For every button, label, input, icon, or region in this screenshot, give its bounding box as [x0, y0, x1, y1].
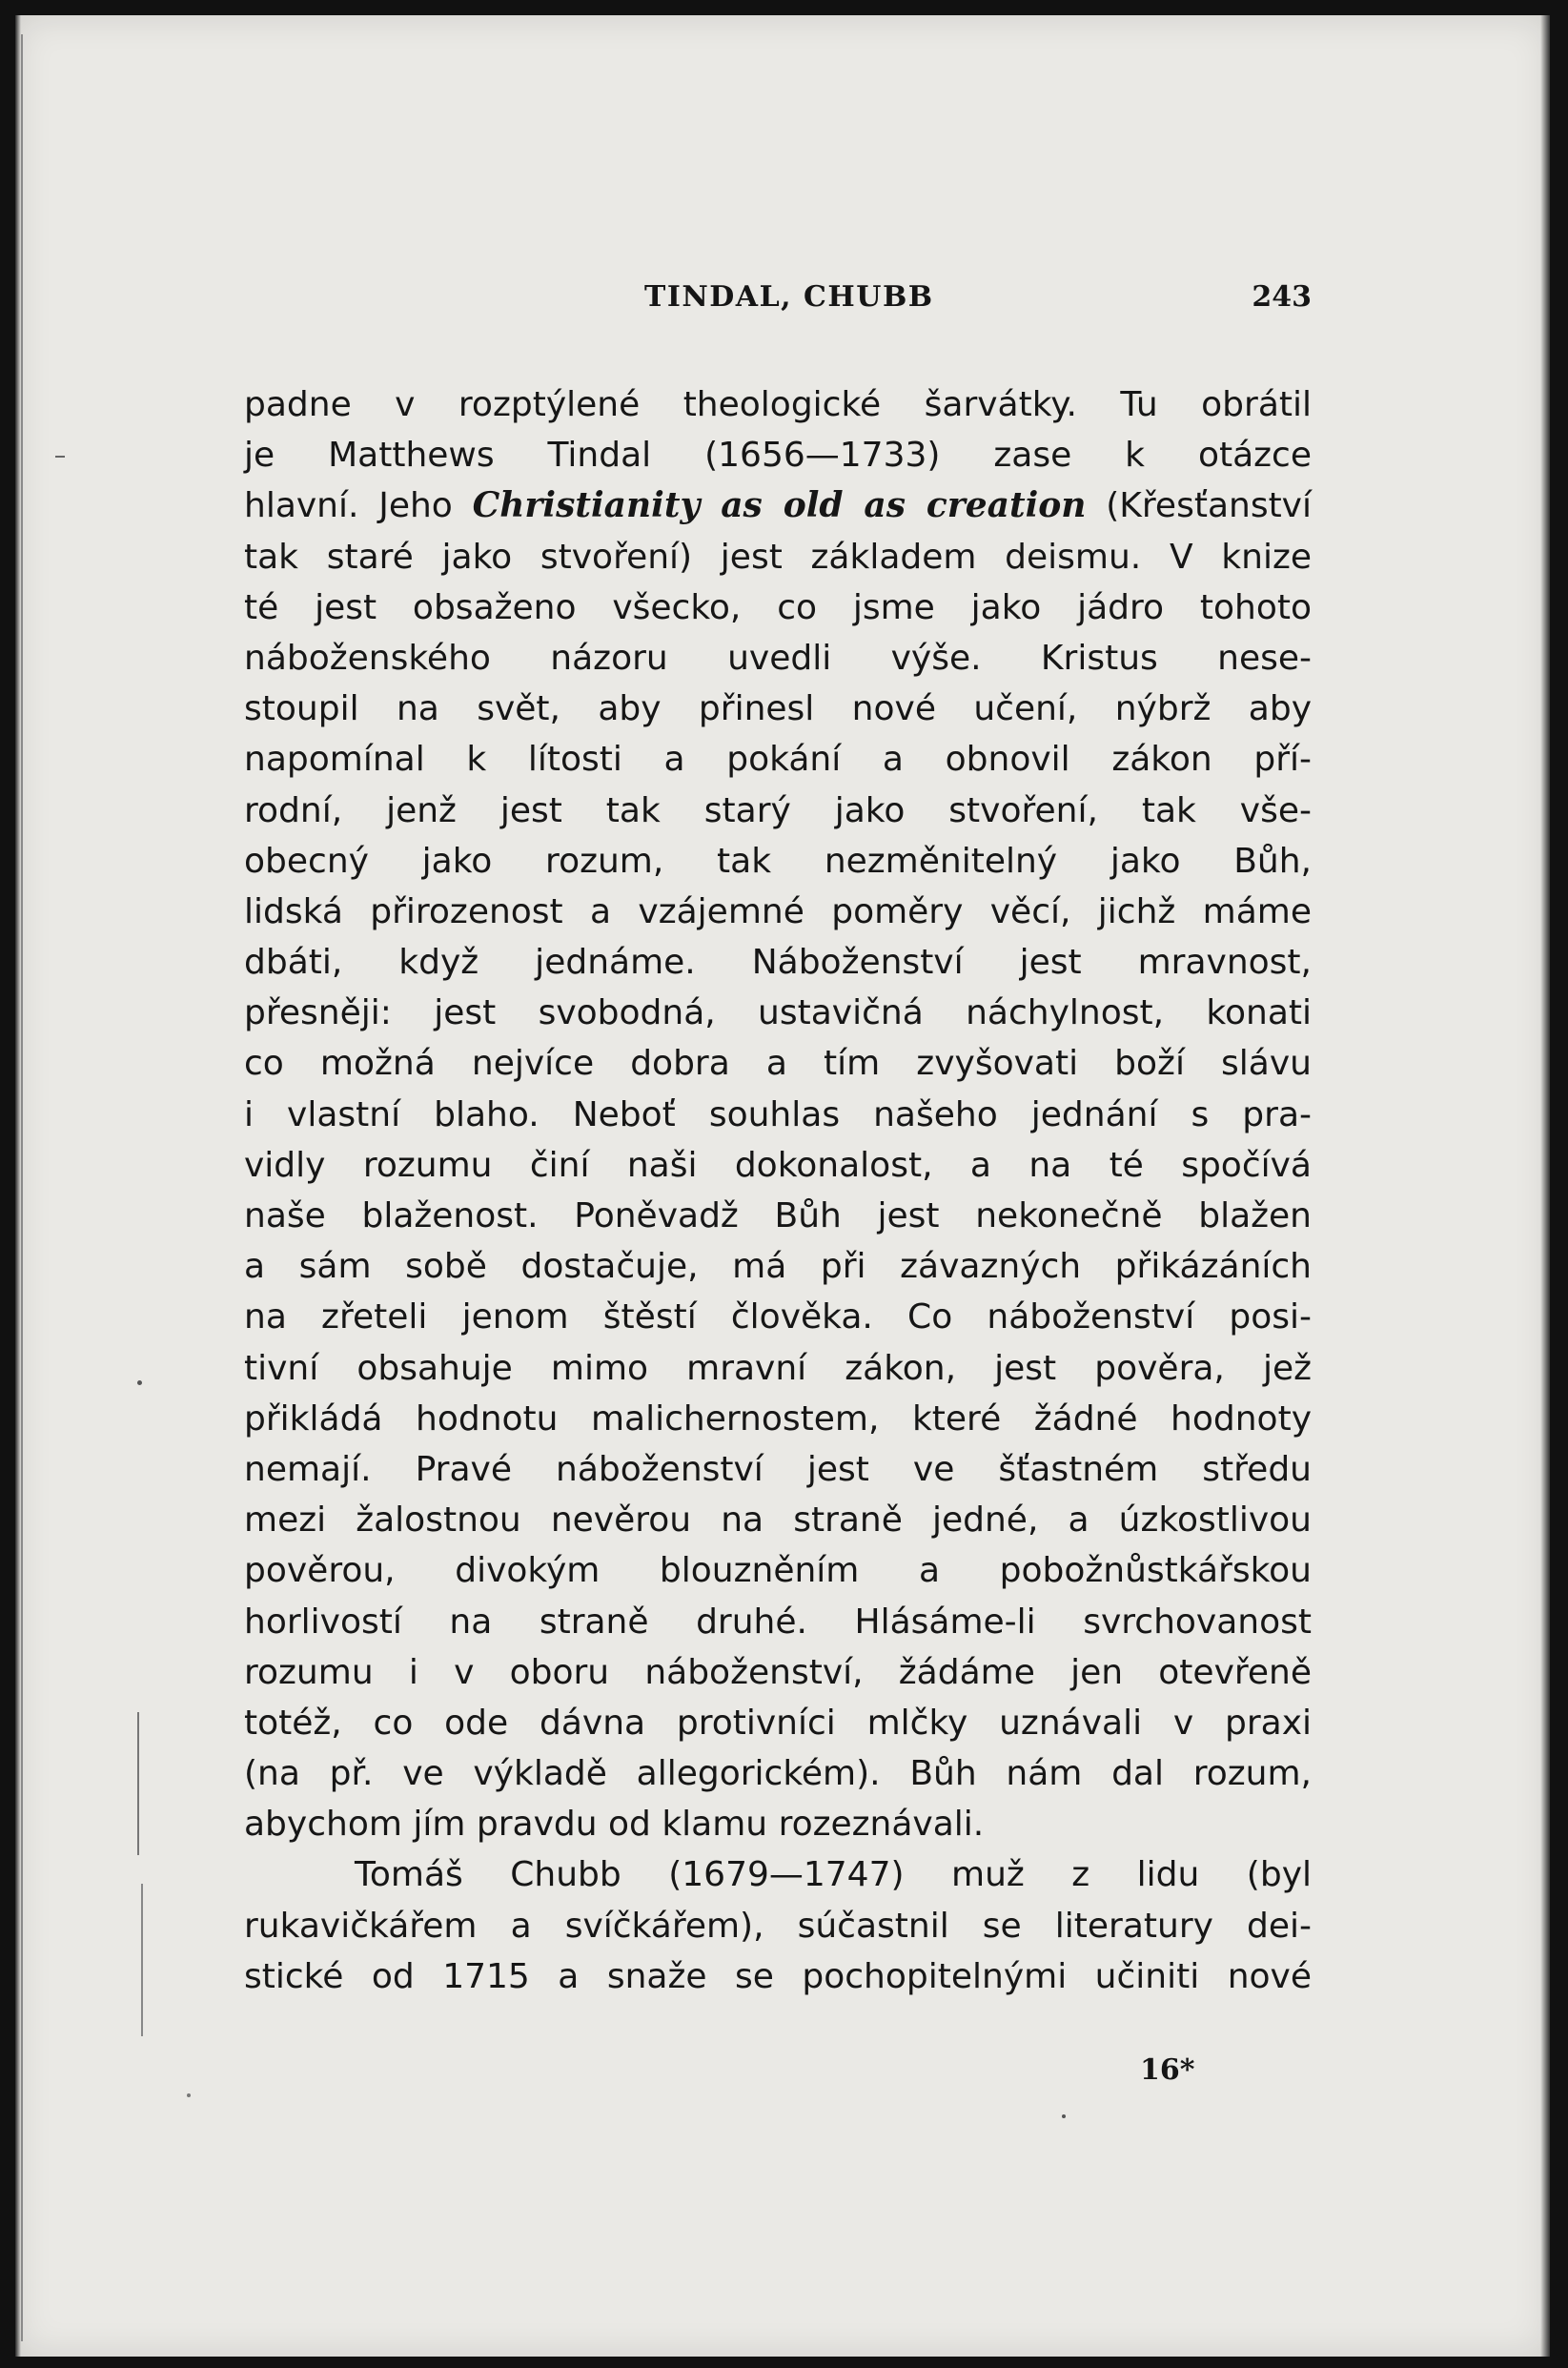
text-line: [244, 1951, 1312, 2002]
line-text: stoupil na svět, aby přinesl nové učení, nýbrž aby: [244, 689, 1312, 729]
line-text: co možná nejvíce dobra a tím zvyšovati boží slávu: [244, 1044, 1312, 1084]
line-text: naše blaženost. Poněvadž Bůh jest nekonečně blažen: [244, 1196, 1312, 1235]
text-line: [244, 836, 1312, 887]
running-head: [244, 280, 1312, 328]
line-text: rozumu i v oboru náboženství, žádáme jen otevřeně: [244, 1652, 1312, 1692]
line-text: obecný jako rozum, tak nezměnitelný jako Bůh,: [244, 841, 1312, 881]
margin-mark: [141, 1884, 143, 2036]
text-line: [244, 582, 1312, 633]
line-text: vidly rozumu činí naši dokonalost, a na té spočívá: [244, 1145, 1312, 1185]
text-line: [244, 1444, 1312, 1495]
line-text: stické od 1715 a snaže se pochopitelnými učiniti nové: [244, 1956, 1312, 1996]
line-text: abychom jím pravdu od klamu rozeznávali.: [244, 1805, 985, 1845]
text-line: [244, 1799, 1312, 1849]
text-line: [244, 734, 1312, 785]
text-line: [244, 786, 1312, 836]
line-text: (na př. ve výkladě allegorickém). Bůh nám dal rozum,: [244, 1754, 1312, 1794]
line-text: Tomáš Chubb (1679—1747) muž z lidu (byl: [355, 1855, 1312, 1895]
line-text: i vlastní blaho. Neboť souhlas našeho jednání s pra-: [244, 1094, 1312, 1134]
text-line: [244, 1343, 1312, 1394]
text-line: [244, 1394, 1312, 1444]
line-text: náboženského názoru uvedli výše. Kristus nese-: [244, 638, 1312, 678]
line-text: nemají. Pravé náboženství jest ve šťastném středu: [244, 1449, 1312, 1489]
line-text: a sám sobě dostačuje, má při závazných přikázáních: [244, 1247, 1312, 1287]
scan-speck: [187, 2093, 191, 2097]
text-line: [244, 887, 1312, 937]
margin-mark: [137, 1712, 139, 1855]
text-line: [244, 1849, 1312, 1900]
page-number: 243: [1252, 280, 1312, 314]
text-line: [244, 684, 1312, 734]
line-text: lidská přirozenost a vzájemné poměry věcí, jichž máme: [244, 891, 1312, 931]
text-line: [244, 1597, 1312, 1647]
text-line: [244, 988, 1312, 1038]
book-title-italic: Christianity as old as creation: [472, 485, 1087, 526]
text-line: [244, 1090, 1312, 1140]
line-text: dbáti, když jednáme. Náboženství jest mravnost,: [244, 943, 1312, 983]
book-page: [15, 15, 1550, 2357]
scan-edge-right: [1540, 15, 1550, 2357]
scan-speck: [1062, 2114, 1066, 2118]
text-line: [244, 1241, 1312, 1292]
printer-signature: 16*: [1140, 2053, 1195, 2087]
running-head-title: TINDAL, CHUBB: [644, 280, 934, 314]
text-line: [244, 379, 1312, 430]
text-line: [244, 1748, 1312, 1799]
text-line: [244, 430, 1312, 480]
line-text: tak staré jako stvoření) jest základem deismu. V knize: [244, 537, 1312, 577]
line-text: přesněji: jest svobodná, ustavičná náchylnost, konati: [244, 993, 1312, 1033]
line-text: (Křesťanství: [1086, 486, 1312, 526]
line-text: té jest obsaženo všecko, co jsme jako jádro tohoto: [244, 587, 1312, 627]
body-text: [244, 379, 1312, 2002]
text-line: [244, 1038, 1312, 1089]
line-text: mezi žalostnou nevěrou na straně jedné, a úzkostlivou: [244, 1500, 1312, 1541]
line-text: rukavičkářem a svíčkářem), súčastnil se literatury dei-: [244, 1906, 1312, 1946]
text-line: [244, 1545, 1312, 1596]
line-text: totéž, co ode dávna protivníci mlčky uznávali v praxi: [244, 1703, 1312, 1743]
scan-speck: [137, 1380, 142, 1385]
text-line: [244, 1191, 1312, 1241]
line-text: napomínal k lítosti a pokání a obnovil zákon pří-: [244, 740, 1312, 780]
line-text: horlivostí na straně druhé. Hlásáme-li svrchovanost: [244, 1602, 1312, 1642]
line-text: přikládá hodnotu malichernostem, které žádné hodnoty: [244, 1398, 1312, 1439]
text-line: [244, 532, 1312, 582]
binding-shadow-line: [21, 34, 23, 2341]
margin-mark: [55, 456, 65, 458]
text-line: [244, 1140, 1312, 1191]
line-text: padne v rozptýlené theologické šarvátky. Tu obrátil: [244, 385, 1312, 424]
line-text: pověrou, divokým blouzněním a pobožnůstkářskou: [244, 1551, 1312, 1591]
text-line: [244, 480, 1312, 531]
line-text: hlavní. Jeho: [244, 486, 473, 526]
line-text: je Matthews Tindal (1656—1733) zase k otázce: [244, 436, 1312, 476]
line-text: rodní, jenž jest tak starý jako stvoření, tak vše-: [244, 790, 1312, 830]
text-line: [244, 633, 1312, 684]
text-line: [244, 1698, 1312, 1748]
text-line: [244, 1901, 1312, 1951]
text-line: [244, 1647, 1312, 1698]
text-line: [244, 937, 1312, 988]
line-text: na zřeteli jenom štěstí člověka. Co náboženství posi-: [244, 1297, 1312, 1337]
text-line: [244, 1495, 1312, 1545]
text-line: [244, 1292, 1312, 1342]
line-text: tivní obsahuje mimo mravní zákon, jest pověra, jež: [244, 1348, 1312, 1388]
